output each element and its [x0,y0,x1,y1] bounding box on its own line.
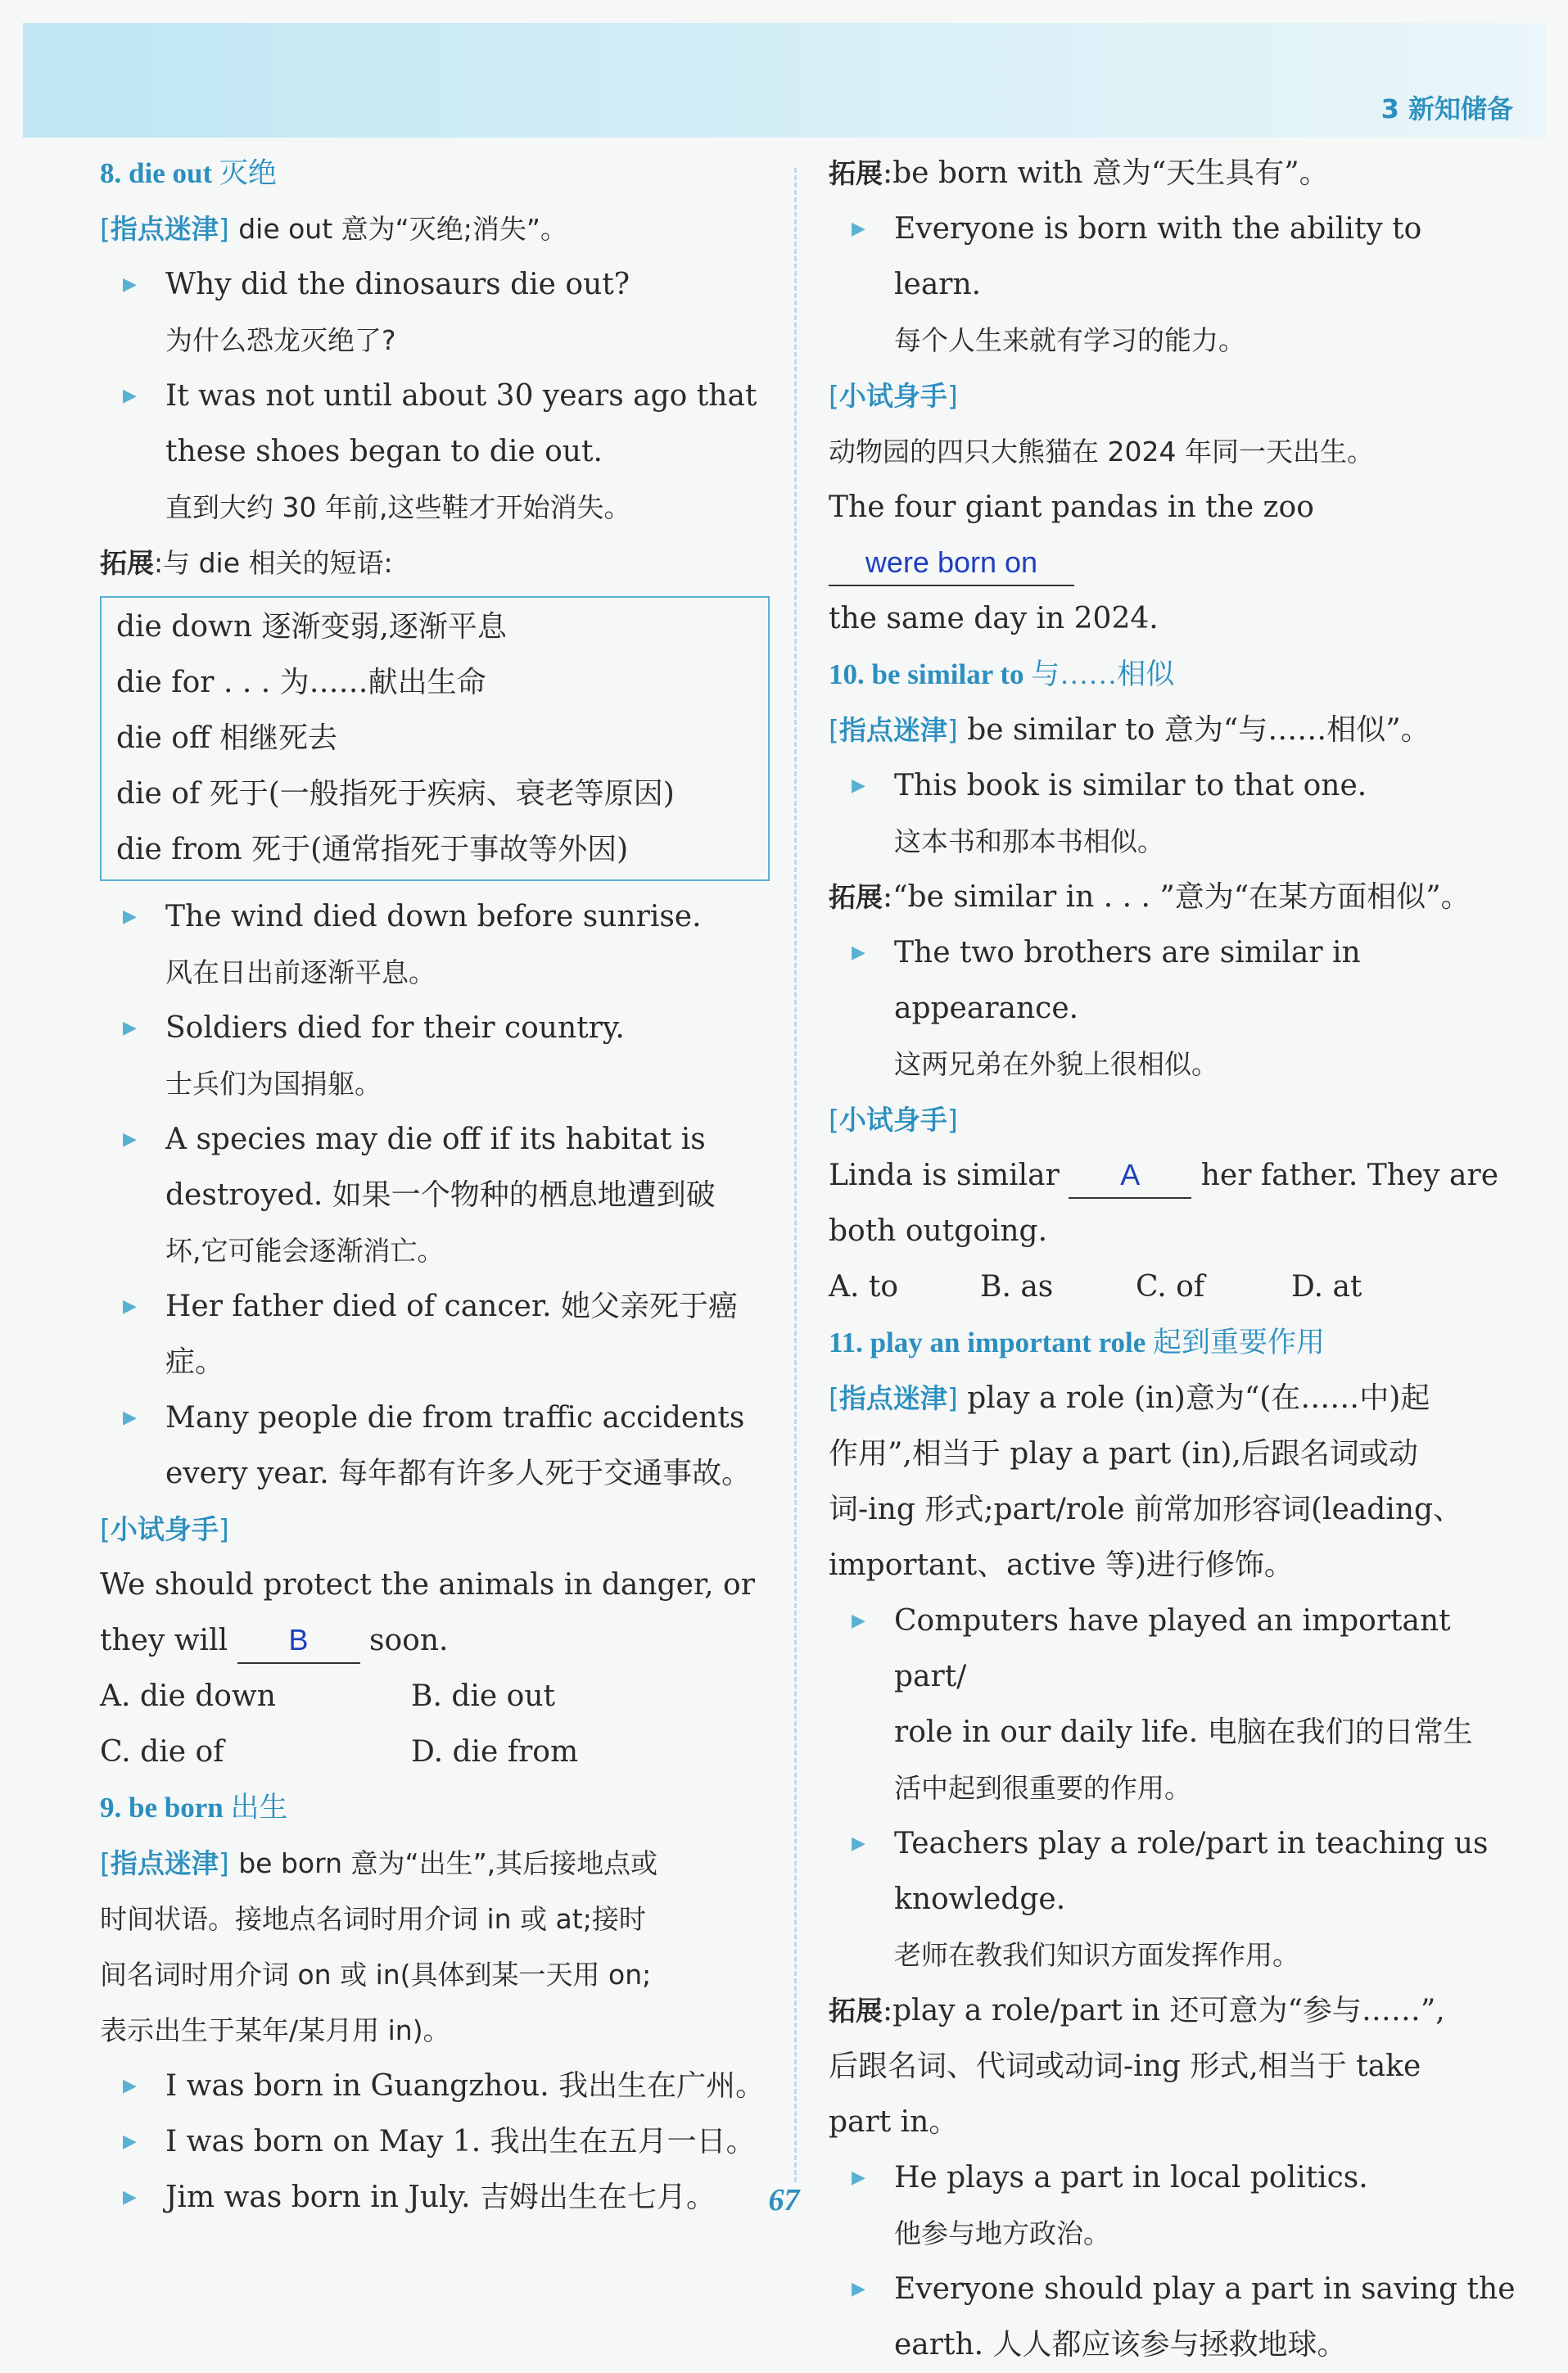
bullet-icon: ▶ [852,1833,865,1854]
example: ▶ Everyone is born with the ability to learn. 每个人生来就有学习的能力。 [829,201,1516,368]
tip-line: 时间状语。接地点名词时用介词 in 或 at;接时 [100,1903,646,1935]
try-label: [ 小试身手 ] [100,1513,229,1545]
example: ▶ He plays a part in local politics. 他参与地方政治。 [829,2150,1516,2262]
heading-be-similar-to: 10. be similar to 与……相似 [829,658,1175,690]
bullet-icon: ▶ [852,775,865,796]
bullet-icon: ▶ [123,1408,137,1428]
example: ▶ This book is similar to that one. 这本书和那本书相似。 [829,758,1516,870]
try-label: [ 小试身手 ] [829,380,958,412]
try-label-row [100,1502,788,1557]
tip-line: 表示出生于某年/某月用 in)。 [100,2014,450,2046]
example: ▶ I was born in Guangzhou. 我出生在广州。 [100,2059,788,2114]
bullet-icon: ▶ [123,1018,137,1038]
example: ▶ A species may die off if its habitat is destroyed. 如果一个物种的栖息地遭到破 坏,它可能会逐渐消亡。 [100,1112,788,1279]
left-column [100,146,788,2226]
option-c[interactable]: C. die of [100,1735,224,1769]
question-line: they will B soon. [100,1613,788,1669]
try-label-row [829,1092,1516,1148]
example: ▶ I was born on May 1. 我出生在五月一日。 [100,2114,788,2170]
bullet-icon: ▶ [123,1296,137,1317]
extension: 拓展:be born with 意为“天生具有”。 [829,156,1329,190]
option-a[interactable]: A. to [829,1270,899,1304]
tip-line: 词-ing 形式;part/role 前常加形容词(leading、 [829,1493,1463,1526]
phrase-box [100,596,770,881]
bullet-icon: ▶ [123,386,137,406]
phrase-item: die from 死于(通常指死于事故等外因) [116,833,629,866]
option-a[interactable]: A. die down [100,1679,276,1713]
phrase-item: die off 相继死去 [116,721,338,755]
question-line: Linda is similar A her father. They are [829,1148,1516,1204]
tip-line: 作用”,相当于 play a part (in),后跟名词或动 [829,1437,1418,1471]
question-line: We should protect the animals in danger, or [100,1568,755,1602]
answer-blank[interactable]: were born on [829,540,1074,586]
phrase-item: die of 死于(一般指死于疾病、衰老等原因) [116,777,675,811]
heading-be-born: 9. be born 出生 [100,1792,288,1824]
tip-be-born: [ 指点迷津 ] be born 意为“出生”,其后接地点或 [100,1836,788,1892]
example: ▶ Many people die from traffic accidents every year. 每年都有许多人死于交通事故。 [100,1390,788,1502]
bullet-icon: ▶ [852,219,865,239]
tip-label: [ 指点迷津 ] [829,1382,958,1414]
section-title: 3 新知储备 [1380,93,1513,124]
example: ▶ Teachers play a role/part in teaching us knowledge. 老师在教我们知识方面发挥作用。 [829,1816,1516,1983]
heading-die-out: 8. die out 灭绝 [100,157,277,189]
bullet-icon: ▶ [852,942,865,963]
header-banner [23,23,1546,138]
example: ▶ The two brothers are similar in appearance. 这两兄弟在外貌上很相似。 [829,925,1516,1092]
example: ▶ Computers have played an important part/ role in our daily life. 电脑在我们的日常生 活中起到很重要的作用。 [829,1593,1516,1816]
try-label-row [829,368,1516,424]
page-number: 67 [768,2183,800,2217]
example: ▶ Her father died of cancer. 她父亲死于癌症。 [100,1279,788,1390]
tip-label: [ 指点迷津 ] [100,1847,229,1879]
answer-blank[interactable]: B [237,1618,360,1664]
column-divider [794,168,797,2182]
option-d[interactable]: D. die from [411,1735,579,1769]
tip-label: [ 指点迷津 ] [100,213,229,245]
bullet-icon: ▶ [123,1129,137,1150]
options-row [100,1724,788,1780]
tip-play-role: [ 指点迷津 ] play a role (in)意为“(在……中)起 [829,1371,1516,1426]
right-column [829,146,1516,2373]
options-row [829,1259,1516,1315]
answer-blank[interactable]: A [1069,1153,1191,1199]
bullet-icon: ▶ [123,2131,137,2152]
bullet-icon: ▶ [852,2279,865,2299]
extension: 拓展:与 die 相关的短语: [100,547,393,579]
tip-die-out: [ 指点迷津 ] die out 意为“灭绝;消失”。 [100,201,788,257]
tip-be-similar: [ 指点迷津 ] be similar to 意为“与……相似”。 [829,703,1516,758]
tip-line: important、active 等)进行修饰。 [829,1548,1294,1582]
bullet-icon: ▶ [123,906,137,927]
option-b[interactable]: B. die out [411,1679,555,1713]
extension-line: part in。 [829,2105,959,2139]
question-line: both outgoing. [829,1214,1048,1248]
example: ▶ Everyone should play a part in saving the earth. 人人都应该参与拯救地球。 [829,2262,1516,2373]
bullet-icon: ▶ [123,2187,137,2208]
bullet-icon: ▶ [852,2167,865,2188]
question-line: The four giant pandas in the zoo were born on [829,480,1516,591]
try-label: [ 小试身手 ] [829,1104,958,1136]
question-line: the same day in 2024. [829,602,1159,635]
example: ▶ It was not until about 30 years ago that these shoes began to die out. 直到大约 30 年前,这些鞋才开始消失。 [100,368,788,536]
example: ▶ Soldiers died for their country. 士兵们为国捐躯。 [100,1001,788,1112]
option-c[interactable]: C. of [1136,1270,1205,1304]
options-row [100,1669,788,1724]
example: ▶ Jim was born in July. 吉姆出生在七月。 [100,2170,788,2226]
extension: 拓展:“be similar in . . . ”意为“在某方面相似”。 [829,880,1471,914]
phrase-item: die down 逐渐变弱,逐渐平息 [116,610,507,644]
bullet-icon: ▶ [123,274,137,295]
question-line: 动物园的四只大熊猫在 2024 年同一天出生。 [829,436,1374,468]
option-d[interactable]: D. at [1291,1270,1362,1304]
extension: 拓展:play a role/part in 还可意为“参与……”, [829,1994,1445,2027]
extension-line: 后跟名词、代词或动词-ing 形式,相当于 take [829,2050,1421,2083]
bullet-icon: ▶ [123,2076,137,2096]
example: ▶ Why did the dinosaurs die out? 为什么恐龙灭绝了? [100,257,788,368]
tip-label: [ 指点迷津 ] [829,714,958,746]
tip-line: 间名词时用介词 on 或 in(具体到某一天用 on; [100,1959,652,1991]
option-b[interactable]: B. as [980,1270,1054,1304]
phrase-item: die for . . . 为……献出生命 [116,666,486,699]
example: ▶ The wind died down before sunrise. 风在日出前逐渐平息。 [100,889,788,1001]
bullet-icon: ▶ [852,1611,865,1631]
heading-play-a-role: 11. play an important role 起到重要作用 [829,1327,1326,1358]
